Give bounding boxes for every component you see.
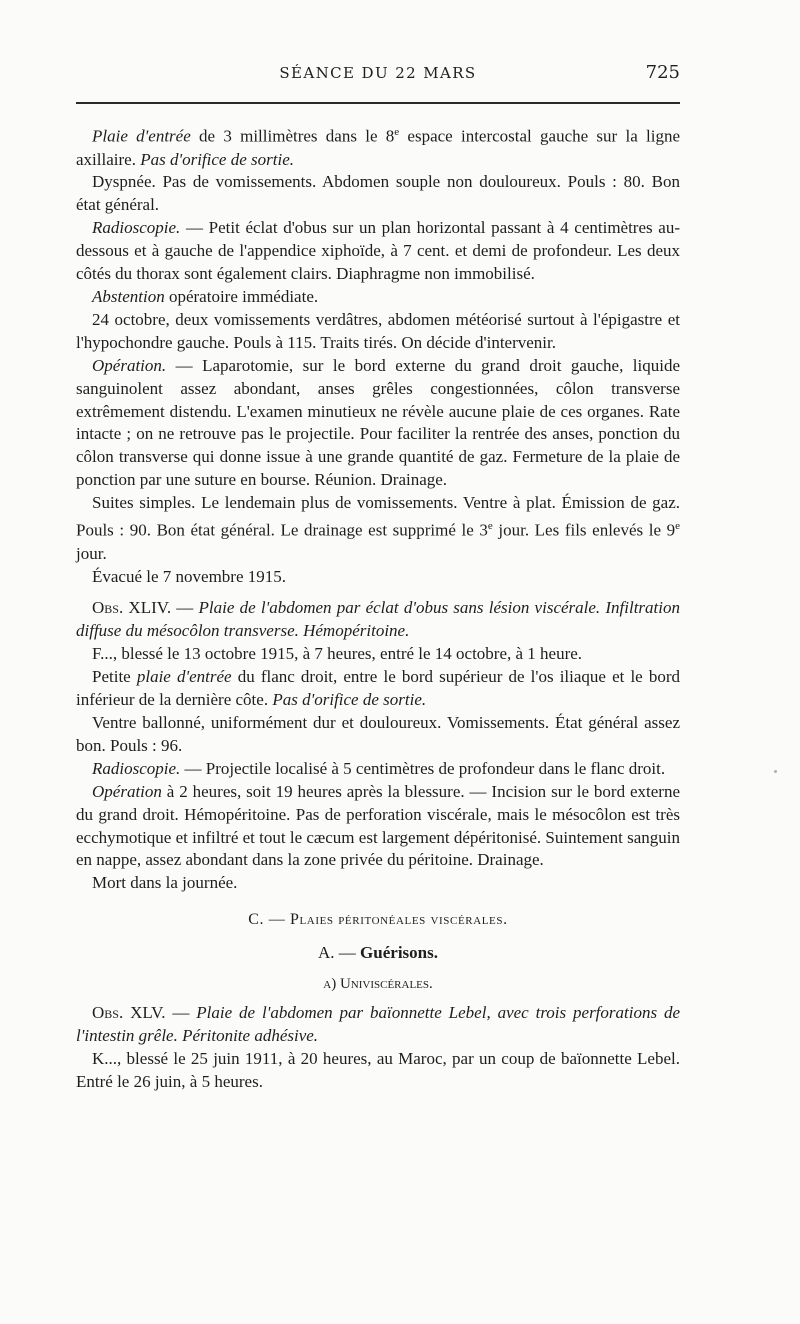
subsection-heading: A. — Guérisons. bbox=[318, 943, 438, 963]
paragraph: Opération à 2 heures, soit 19 heures après la blessure. — Incision sur le bord externe du grand droit. Hémopéritoine. Pas de perforation viscérale, mais le mésocôlon est très ecchymotique et infiltré et tout le cæcum est largement dépéritonisé. Suintement sanguin en nappe, assez abondant dans la zone privée du péritoine. Drainage. bbox=[76, 781, 680, 870]
paragraph: Radioscopie. — Projectile localisé à 5 centimètres de profondeur dans le flanc droit. bbox=[92, 758, 666, 778]
observation-title: Plaie de l'abdomen par baïonnette Lebel, avec trois perforations de l'intestin grêle. Péritonite adhésive. bbox=[76, 1002, 681, 1045]
header-rule bbox=[76, 102, 680, 104]
paragraph: Suites simples. Le lendemain plus de vomissements. Ventre à plat. Émission de gaz. Pouls : 90. Bon état général. Le drainage est supprimé le 3e jour. Les fils enlevés le 9e jour. bbox=[76, 493, 680, 563]
subsection-heading: a) Univiscérales. bbox=[323, 976, 433, 993]
page-header bbox=[76, 64, 680, 88]
observation-label: Obs. XLV. bbox=[92, 1002, 166, 1022]
section-heading: C. — Plaies péritonéales viscérales. bbox=[248, 911, 508, 929]
observation-heading: Obs. XLV. — Plaie de l'abdomen par baïonnette Lebel, avec trois perforations de l'intestin grêle. Péritonite adhésive. bbox=[76, 1002, 681, 1045]
paragraph: Plaie d'entrée de 3 millimètres dans le 8e espace intercostal gauche sur la ligne axillaire. Pas d'orifice de sortie. bbox=[76, 126, 680, 169]
observation-label: Obs. XLIV. bbox=[92, 598, 172, 618]
paragraph: Évacué le 7 novembre 1915. bbox=[92, 566, 287, 586]
paragraph: Ventre ballonné, uniformément dur et douloureux. Vomissements. État général assez bon. Pouls : 96. bbox=[76, 712, 680, 755]
observation-title: Plaie de l'abdomen par éclat d'obus sans lésion viscérale. Infiltration diffuse du mésocôlon transverse. Hémopéritoine. bbox=[76, 598, 680, 641]
paragraph: Mort dans la journée. bbox=[92, 873, 238, 893]
paragraph: Petite plaie d'entrée du flanc droit, entre le bord supérieur de l'os iliaque et le bord inférieur de la dernière côte. Pas d'orifice de sortie. bbox=[76, 667, 681, 710]
paragraph: 24 octobre, deux vomissements verdâtres, abdomen météorisé surtout à l'épigastre et l'hypochondre gauche. Pouls à 115. Traits tirés. On décide d'intervenir. bbox=[76, 309, 680, 352]
body-text bbox=[76, 121, 680, 1094]
running-title: SÉANCE DU 22 MARS bbox=[279, 64, 477, 82]
paragraph: Abstention opératoire immédiate. bbox=[92, 287, 319, 306]
paragraph: Opération. — Laparotomie, sur le bord externe du grand droit gauche, liquide sanguinolent assez abondant, anses grêles congestionnées, côlon transverse extrêmement distendu. L'examen minutieux ne révèle aucune plaie de ces organes. Rate intacte ; on ne retrouve pas le projectile. Pour faciliter la rentrée des anses, ponction du côlon transverse qui donne issue à une grande quantité de gaz. Fermeture de la plaie de ponction par une suture en bourse. Réunion. Drainage. bbox=[76, 355, 680, 490]
paragraph: Radioscopie. — Petit éclat d'obus sur un plan horizontal passant à 4 centimètres au-dessous et à gauche de l'appendice xiphoïde, à 7 cent. et demi de profondeur. Les deux côtés du thorax sont également clairs. Diaphragme non immobilisé. bbox=[76, 218, 680, 284]
paragraph: K..., blessé le 25 juin 1911, à 20 heures, au Maroc, par un coup de baïonnette Lebel. Entré le 26 juin, à 5 heures. bbox=[76, 1048, 680, 1091]
paragraph: Dyspnée. Pas de vomissements. Abdomen souple non douloureux. Pouls : 80. Bon état général. bbox=[76, 172, 680, 215]
margin-speck bbox=[774, 770, 777, 773]
page-number: 725 bbox=[645, 62, 680, 83]
observation-heading: Obs. XLIV. — Plaie de l'abdomen par éclat d'obus sans lésion viscérale. Infiltration diffuse du mésocôlon transverse. Hémopéritoine. bbox=[76, 598, 680, 641]
paragraph: F..., blessé le 13 octobre 1915, à 7 heures, entré le 14 octobre, à 1 heure. bbox=[92, 644, 583, 664]
